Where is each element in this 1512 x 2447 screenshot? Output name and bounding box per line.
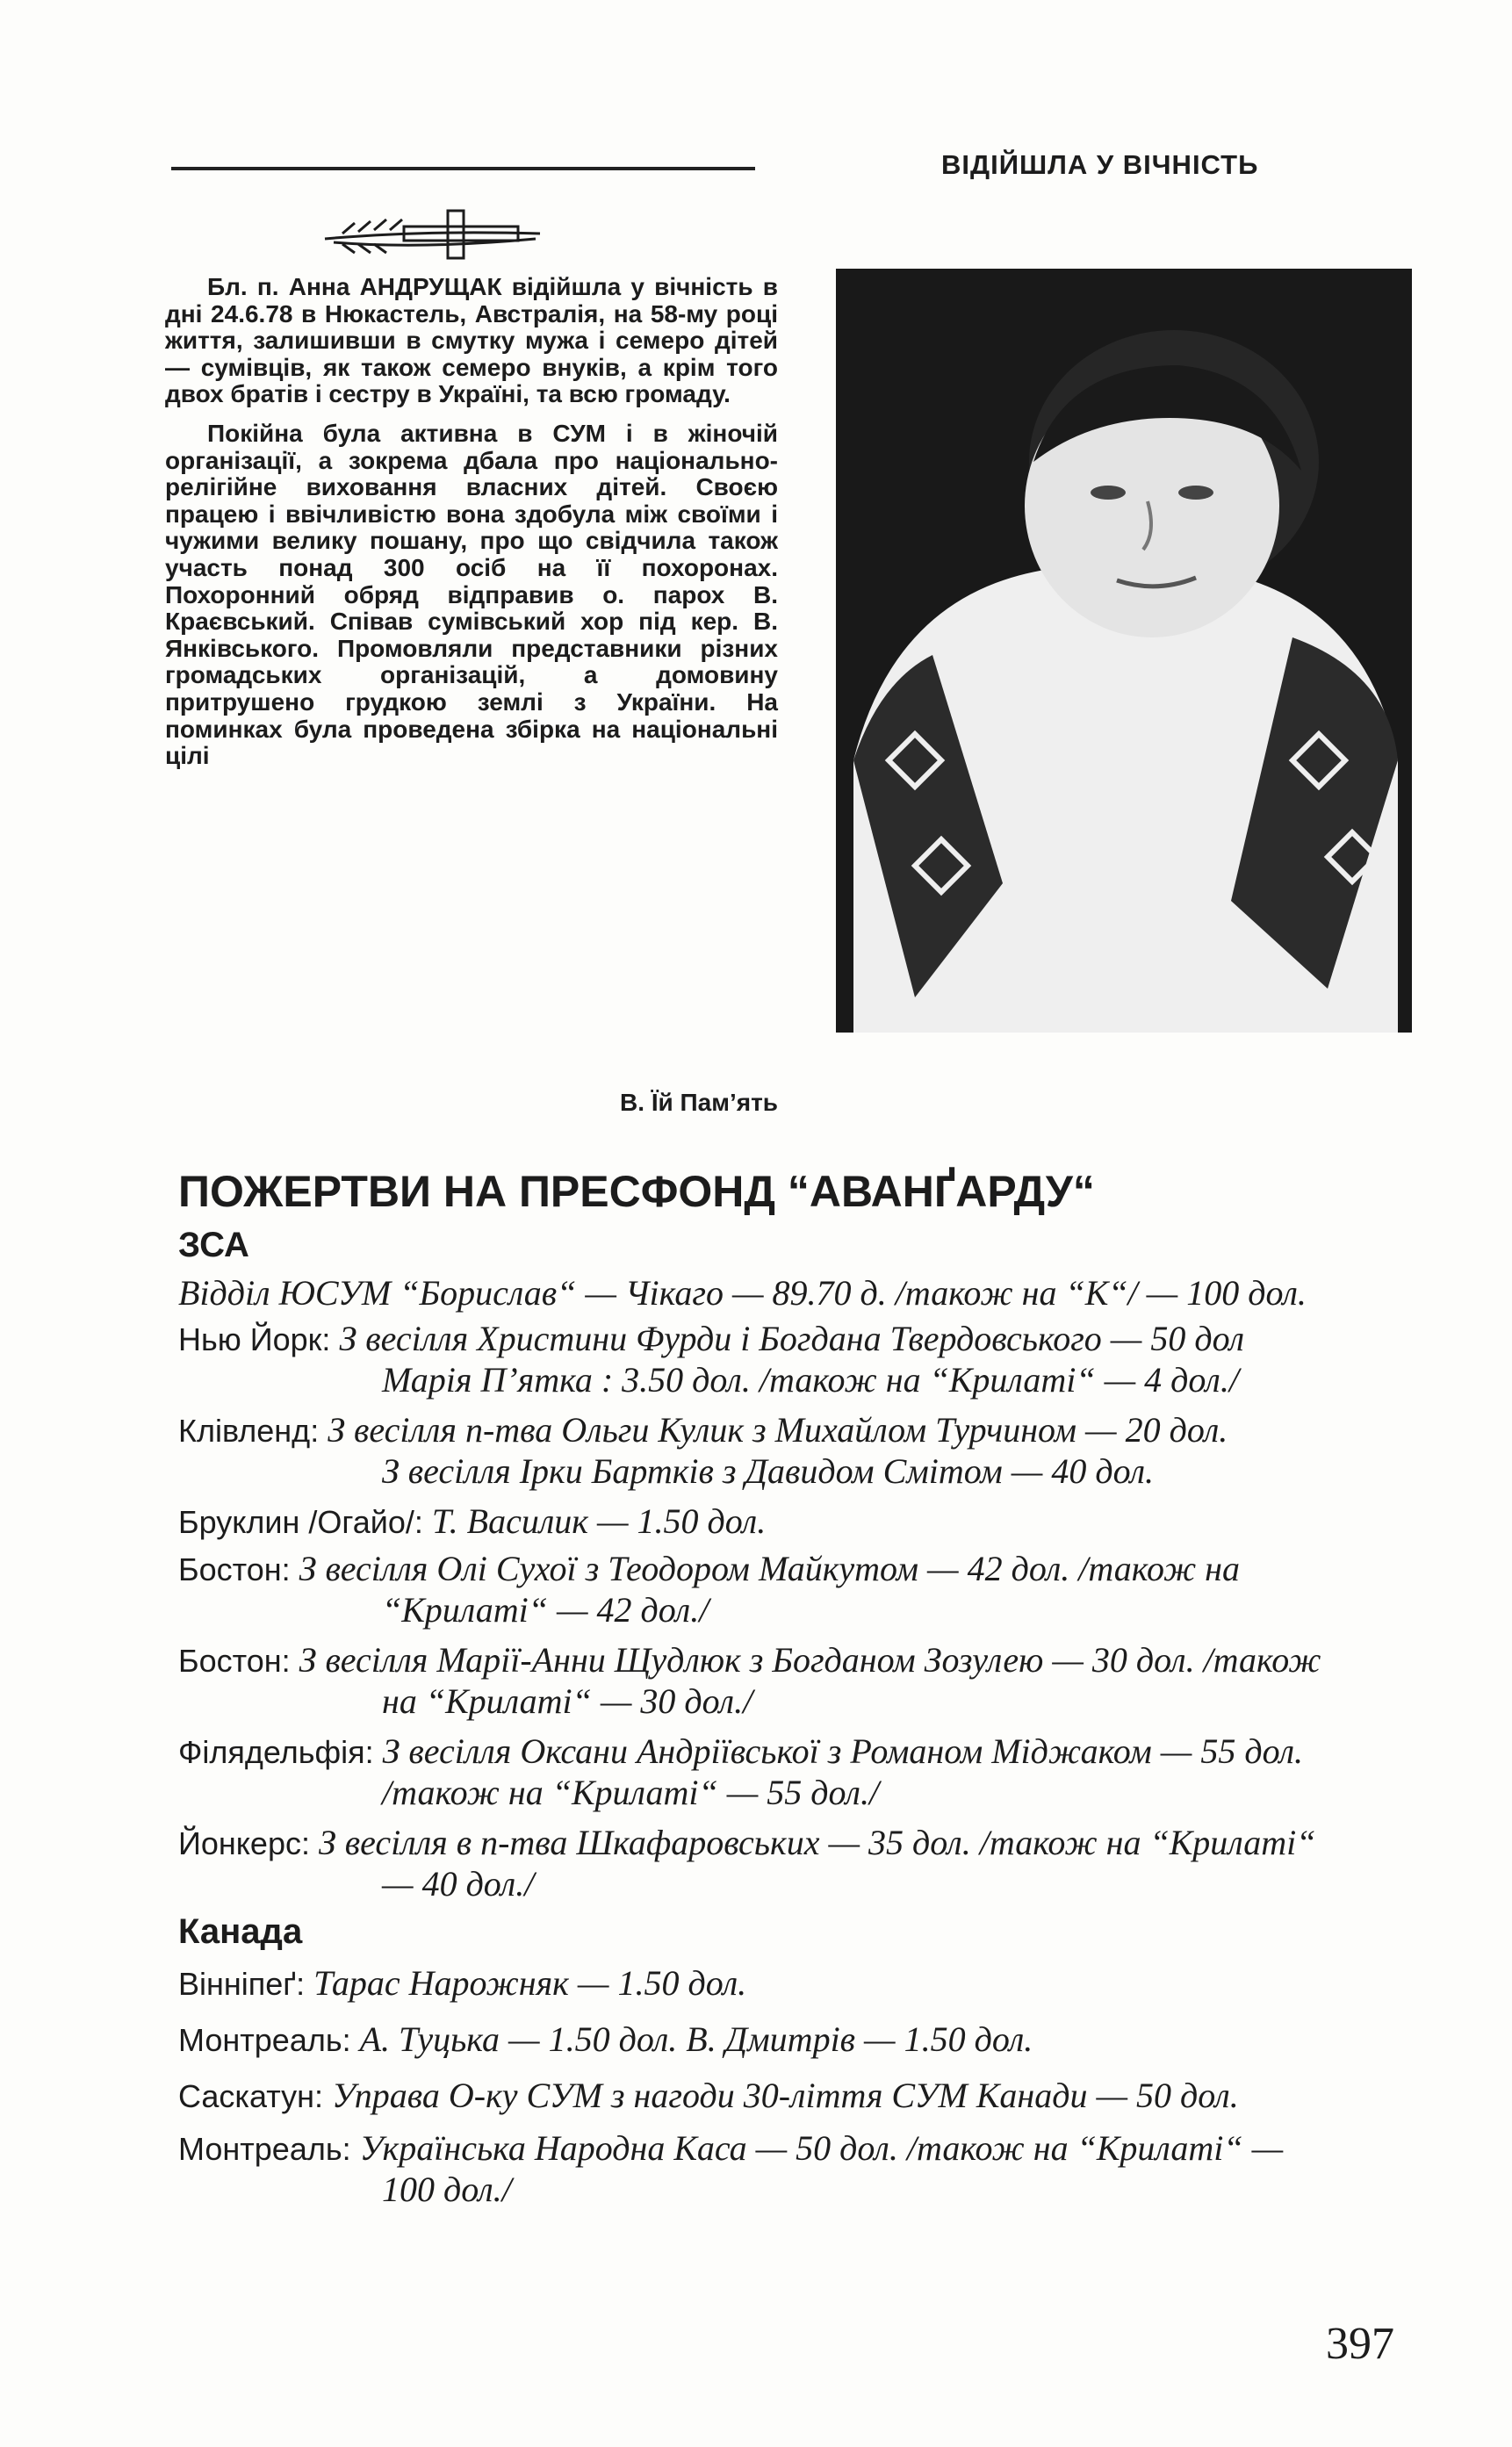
donation-entry [178,2076,1425,2117]
donation-entry [178,1963,1425,2004]
donation-entry [178,1731,1425,1813]
donation-location: Бостон: [178,1643,291,1679]
portrait-image [836,269,1412,1033]
donation-entry [178,1501,1425,1543]
donation-text: З весілля Христини Фурди і Богдана Твердовського — 50 дол [339,1319,1245,1358]
donations-title: ПОЖЕРТВИ НА ПРЕСФОНД “АВАНҐАРДУ“ [178,1167,1095,1216]
portrait-photo [836,269,1412,1033]
donation-text: З весілля в п-тва Шкафаровських — 35 дол. /також на “Крилаті“ [318,1823,1316,1862]
donation-text: Відділ ЮСУМ “Борислав“ — Чікаго — 89.70 д. /також на “К“/ — 100 дол. [178,1273,1307,1313]
donation-location: Саскатун: [178,2078,323,2114]
donation-location: Нью Йорк: [178,1321,331,1357]
donation-entry [178,1823,1425,1904]
donation-continuation: “Крилаті“ — 42 дол./ [382,1590,709,1630]
donation-entry [178,1273,1425,1313]
donation-location: Бостон: [178,1551,291,1587]
obituary-paragraph-1: Бл. п. Анна АНДРУЩАК відійшла у вічність в дні 24.6.78 в Нюкастель, Австралія, на 58-му році життя, залишивши в смутку мужа і семеро дітей — сумівців, як також семеро внуків, а крім того двох братів і сестру в Україні, та всю громаду. [165,273,778,408]
donation-text: Управа О-ку СУМ з нагоди 30-ліття СУМ Канади — 50 дол. [331,2076,1239,2115]
donation-location: Монтреаль: [178,2131,351,2167]
obituary-text [165,274,778,770]
donation-entry [178,1549,1425,1630]
donation-location: Вінніпеґ: [178,1966,306,2002]
donation-entry [178,1410,1425,1492]
donation-continuation: на “Крилаті“ — 30 дол./ [382,1681,753,1721]
donation-continuation: /також на “Крилаті“ — 55 дол./ [382,1773,880,1812]
header-rule [171,167,755,170]
donation-location: Монтреаль: [178,2022,351,2058]
canada-heading: Канада [178,1912,303,1951]
donation-location: Клівленд: [178,1413,320,1449]
donation-text: З весілля Оксани Андріївської з Романом Міджаком — 55 дол. [382,1731,1304,1771]
donation-location: Філядельфія: [178,1734,374,1770]
donation-continuation: З весілля Ірки Бартків з Давидом Смітом — 40 дол. [382,1451,1155,1491]
donation-text: З весілля Марії-Анни Щудлюк з Богданом Зозулею — 30 дол. /також [299,1640,1321,1680]
donation-text: З весілля п-тва Ольги Кулик з Михайлом Турчином — 20 дол. [328,1410,1228,1450]
donation-entry [178,1319,1425,1400]
donation-entry [178,2128,1425,2210]
usa-heading: ЗСА [178,1226,249,1264]
page-number: 397 [1326,2319,1394,2369]
obituary-paragraph-2: Покійна була активна в СУМ і в жіночій організації, а зокрема дбала про національно-релігійне виховання власних дітей. Своєю працею і ввічливістю вона здобула між своїми і чужими велику пошану, про що свідчила також участь понад 300 осіб на її похоронах. Похоронний обряд відправив о. парох В. Краєвський. Співав сумівський хор під кер. В. Янківського. Промовляли представники різних громадських організацій, а домовину притрушено грудкою землі з України. На поминках була проведена збірка на національні цілі [165,419,778,770]
donation-entry [178,1640,1425,1722]
donation-text: Українська Народна Каса — 50 дол. /також на “Крилаті“ — [359,2128,1284,2168]
donation-text: З весілля Олі Сухої з Теодором Майкутом — 42 дол. /також на [299,1549,1241,1588]
donation-continuation: — 40 дол./ [382,1864,535,1904]
donation-text: Т. Василик — 1.50 дол. [431,1501,767,1541]
donation-location: Йонкерс: [178,1825,310,1861]
donation-continuation: 100 дол./ [382,2170,512,2209]
donation-text: А. Туцька — 1.50 дол. В. Дмитрів — 1.50 дол. [359,2019,1033,2059]
donation-continuation: Марія П’ятка : 3.50 дол. /також на “Крилаті“ — 4 дол./ [382,1360,1239,1400]
obituary-signature: В. Їй Пам’ять [620,1089,778,1116]
donation-entry [178,2019,1425,2061]
cross-with-branch-icon [316,204,553,267]
donation-location: Бруклин /Огайо/: [178,1504,423,1540]
section-title: ВІДІЙШЛА У ВІЧНІСТЬ [941,149,1259,180]
donation-text: Тарас Нарожняк — 1.50 дол. [313,1963,747,2003]
